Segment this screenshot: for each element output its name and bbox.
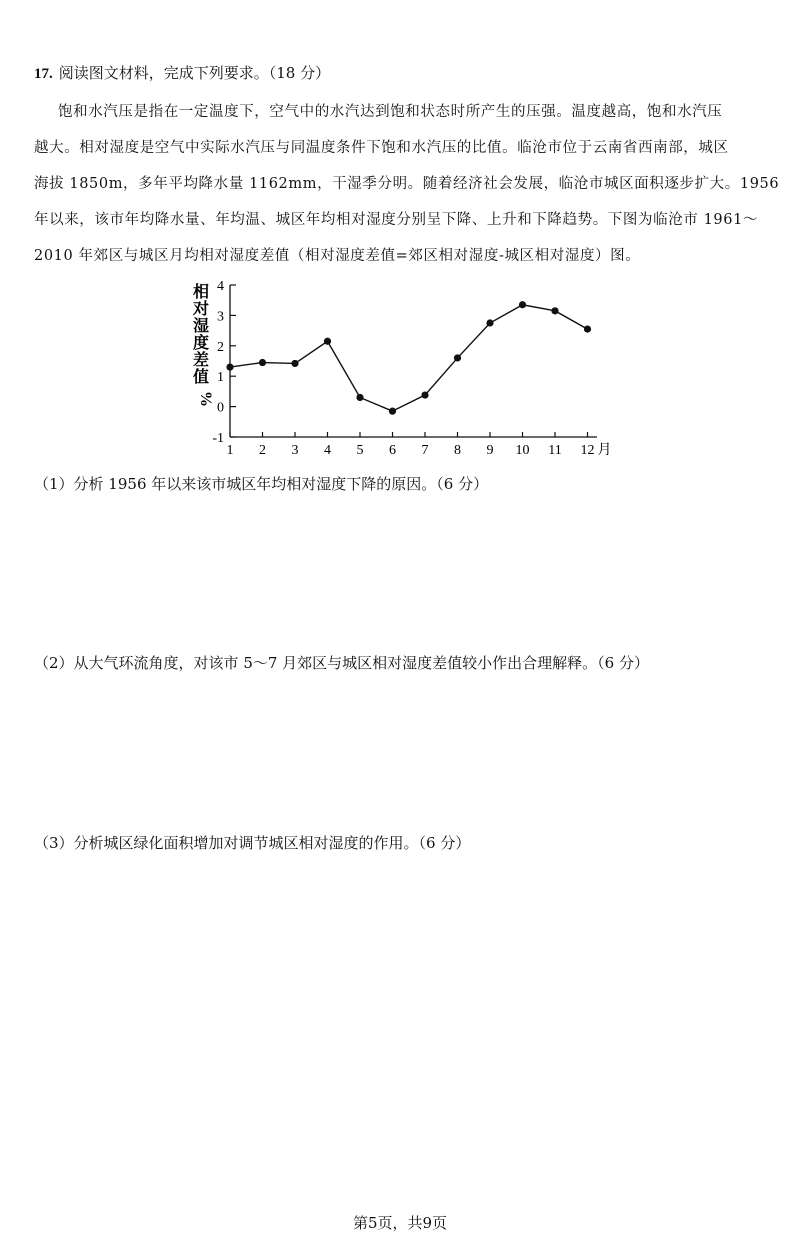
data-point xyxy=(486,319,493,326)
x-axis-unit-label: 月 xyxy=(597,443,612,458)
y-tick-label: 4 xyxy=(217,279,224,294)
y-axis-label-char: 相 xyxy=(192,284,210,301)
y-axis-label-char: % xyxy=(197,391,214,407)
y-axis-label-char: 度 xyxy=(192,335,210,352)
y-axis-label-char: 对 xyxy=(192,301,210,318)
page-footer: 第5页，共9页 xyxy=(352,1214,448,1232)
paragraph-line-2: 越大。相对湿度是空气中实际水汽压与同温度条件下饱和水汽压的比值。临沧市位于云南省西南部，城区 xyxy=(34,140,729,156)
x-tick-label: 2 xyxy=(259,443,266,458)
question-header xyxy=(34,62,330,83)
x-tick-label: 12 xyxy=(580,443,595,458)
y-axis-label-char: 湿 xyxy=(192,318,210,335)
data-point xyxy=(291,360,298,367)
sub-question-2: （2）从大气环流角度，对该市 5～7 月郊区与城区相对湿度差值较小作出合理解释。（6 分） xyxy=(34,654,649,672)
data-point xyxy=(356,394,363,401)
x-tick-label: 7 xyxy=(421,443,429,458)
y-axis-label xyxy=(192,283,214,407)
sub-question-1: （1）分析 1956 年以来该市城区年均相对湿度下降的原因。（6 分） xyxy=(34,475,489,493)
y-axis-label-char: 值 xyxy=(192,369,210,386)
x-tick-label: 1 xyxy=(226,443,234,458)
paragraph-line-5: 2010 年郊区与城区月均相对湿度差值（相对湿度差值=郊区相对湿度-城区相对湿度）图。 xyxy=(34,248,641,264)
x-tick-label: 5 xyxy=(356,443,364,458)
y-tick-label: -1 xyxy=(212,431,224,446)
sub-question-3: （3）分析城区绿化面积增加对调节城区相对湿度的作用。（6 分） xyxy=(34,834,471,852)
humidity-difference-chart xyxy=(185,275,625,465)
x-tick-label: 8 xyxy=(454,443,461,458)
x-tick-label: 6 xyxy=(389,443,396,458)
data-point xyxy=(259,359,266,366)
data-point xyxy=(389,408,396,415)
x-tick-label: 11 xyxy=(548,443,562,458)
y-axis-label-char: 差 xyxy=(192,352,210,369)
y-tick-label: 3 xyxy=(217,309,224,325)
data-point xyxy=(226,363,233,370)
data-point xyxy=(584,325,591,332)
x-tick-label: 4 xyxy=(324,443,331,458)
data-point xyxy=(519,301,526,308)
data-point xyxy=(551,307,558,314)
paragraph-line-4: 年以来，该市年均降水量、年均温、城区年均相对湿度分别呈下降、上升和下降趋势。下图为临沧市 1961～ xyxy=(34,212,759,228)
x-tick-label: 3 xyxy=(291,443,299,458)
y-tick-label: 0 xyxy=(217,400,224,416)
question-number: 17. xyxy=(34,66,53,82)
y-tick-label: 2 xyxy=(217,339,224,355)
data-point xyxy=(454,354,461,361)
data-point xyxy=(421,391,428,398)
y-tick-label: 1 xyxy=(217,370,224,386)
x-tick-label: 10 xyxy=(515,443,530,458)
paragraph-line-1: 饱和水汽压是指在一定温度下，空气中的水汽达到饱和状态时所产生的压强。温度越高，饱和水汽压 xyxy=(58,104,723,120)
paragraph-line-3: 海拔 1850m，多年平均降水量 1162mm，干湿季分明。随着经济社会发展，临沧市城区面积逐步扩大。1956 xyxy=(34,176,780,192)
x-tick-label: 9 xyxy=(486,443,494,458)
question-title: 阅读图文材料，完成下列要求。（18 分） xyxy=(58,64,331,82)
series-line xyxy=(230,305,588,411)
data-point xyxy=(324,338,331,345)
